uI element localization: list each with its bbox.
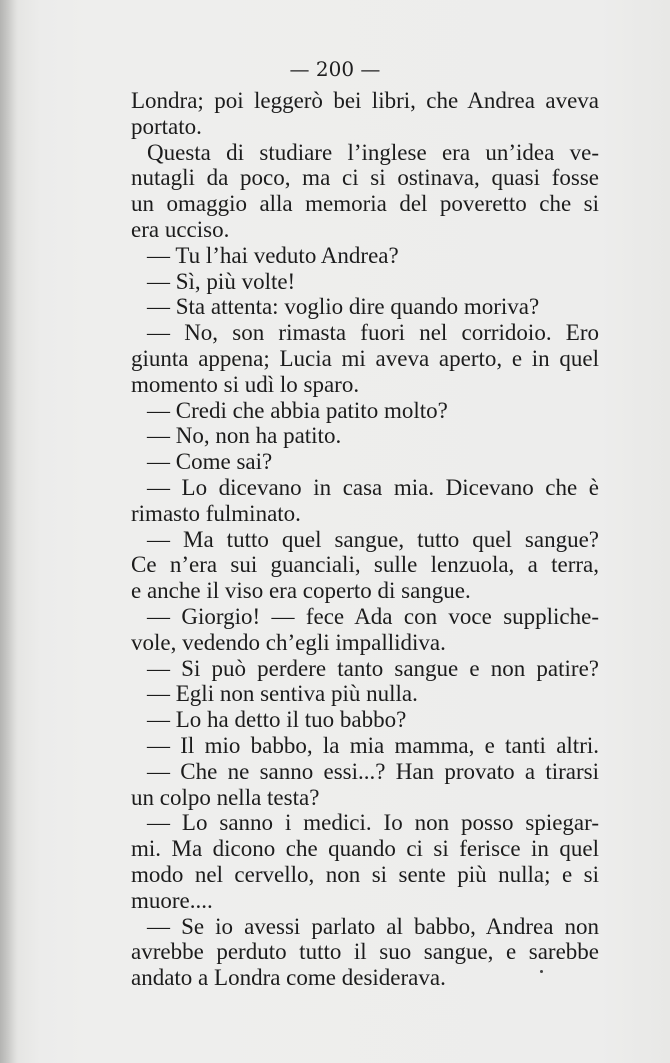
text-line: — No, son rimasta fuori nel corridoio. Ero <box>147 320 599 346</box>
page-number: — 200 — <box>289 57 381 81</box>
text-line: un colpo nella testa? <box>131 784 320 810</box>
text-line: — No, non ha patito. <box>147 423 342 449</box>
text-line: — Lo sanno i medici. Io non posso spiegar- <box>147 810 599 836</box>
text-line: — Come sai? <box>147 449 273 475</box>
text-line: — Giorgio! — fece Ada con voce suppliche- <box>147 603 599 629</box>
text-line: nutagli da poco, ma ci si ostinava, quasi fosse <box>131 165 599 191</box>
text-line: momento si udì lo sparo. <box>131 371 360 397</box>
text-line: — Egli non sentiva più nulla. <box>147 681 418 707</box>
text-line: — Ma tutto quel sangue, tutto quel sangue? <box>147 526 599 552</box>
text-line: — Il mio babbo, la mia mamma, e tanti altri. <box>147 732 599 758</box>
text-line: e anche il viso era coperto di sangue. <box>131 578 471 604</box>
text-line: — Se io avessi parlato al babbo, Andrea non <box>147 913 599 939</box>
text-line: giunta appena; Lucia mi aveva aperto, e in quel <box>131 345 599 371</box>
text-line: Ce n’era sui guanciali, sulle lenzuola, a terra, <box>131 552 599 578</box>
text-line: portato. <box>131 113 202 139</box>
text-line: rimasto fulminato. <box>131 500 301 526</box>
body-text <box>131 88 599 991</box>
text-line: Questa di studiare l’inglese era un’idea ve- <box>147 139 599 165</box>
text-line: era ucciso. <box>131 216 230 242</box>
text-line: avrebbe perduto tutto il suo sangue, e sarebbe <box>131 939 599 965</box>
text-line: un omaggio alla memoria del poveretto che si <box>131 191 599 217</box>
text-line: — Credi che abbia patito molto? <box>147 397 448 423</box>
text-line: — Lo ha detto il tuo babbo? <box>147 707 407 733</box>
text-line: — Tu l’hai veduto Andrea? <box>147 242 399 268</box>
text-line: — Lo dicevano in casa mia. Dicevano che è <box>147 474 599 500</box>
text-line: — Sì, più volte! <box>147 268 296 294</box>
text-line: modo nel cervello, non si sente più nulla; e si <box>131 861 599 887</box>
speck-mark <box>540 970 543 973</box>
text-line: — Che ne sanno essi...? Han provato a tirarsi <box>147 758 599 784</box>
text-line: andato a Londra come desiderava. <box>131 965 446 991</box>
binding-shadow <box>0 0 18 1063</box>
text-line: mi. Ma dicono che quando ci si ferisce in quel <box>131 836 599 862</box>
text-line: vole, vedendo ch’egli impallidiva. <box>131 629 446 655</box>
text-line: — Sta attenta: voglio dire quando moriva? <box>147 294 540 320</box>
text-line: Londra; poi leggerò bei libri, che Andrea aveva <box>131 88 599 113</box>
text-line: — Si può perdere tanto sangue e non patire? <box>147 655 599 681</box>
text-line: muore.... <box>131 887 213 913</box>
